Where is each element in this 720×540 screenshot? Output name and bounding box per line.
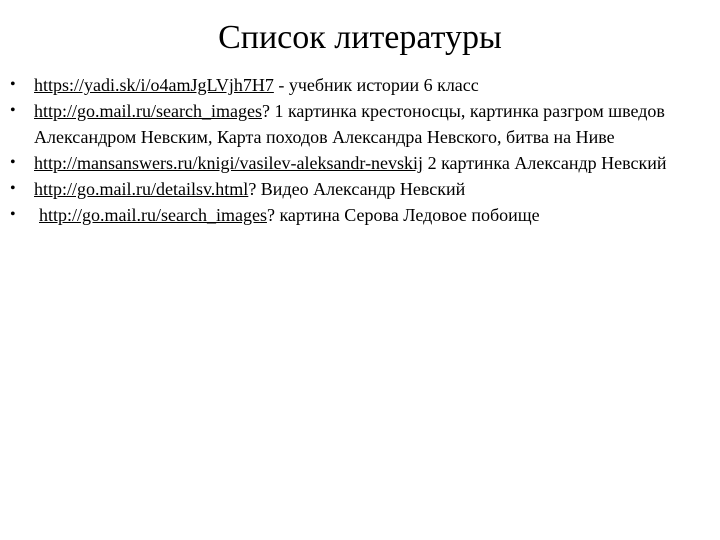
list-item	[0, 176, 720, 202]
source-link-search-images-serov[interactable]: http://go.mail.ru/search_images	[39, 205, 267, 225]
source-description: - учебник истории 6 класс	[273, 75, 479, 95]
source-link-search-images[interactable]: http://go.mail.ru/search_images	[34, 101, 262, 121]
source-link-video[interactable]: http://go.mail.ru/detailsv.html	[34, 179, 249, 199]
source-link-mansanswers[interactable]: http://mansanswers.ru/knigi/vasilev-aleksandr-nevskij	[34, 153, 424, 173]
source-description: ? Видео Александр Невский	[248, 179, 466, 199]
bullet-icon: •	[10, 154, 16, 171]
list-item	[0, 202, 720, 228]
bullet-icon: •	[10, 76, 16, 93]
source-description: 2 картинка Александр Невский	[423, 153, 667, 173]
bullet-icon: •	[10, 206, 16, 223]
source-description: ? картина Серова Ледовое побоище	[266, 205, 540, 225]
list-item	[0, 150, 720, 176]
source-description: ? 1 картинка крестоносцы, картинка разгром шведов Александром Невским, Карта походов Александра Невского, битва на Ниве	[34, 101, 665, 147]
source-link-textbook[interactable]: https://yadi.sk/i/o4amJgLVjh7H7	[34, 75, 274, 95]
list-item	[0, 98, 720, 150]
bullet-icon: •	[10, 180, 16, 197]
bibliography-list	[0, 72, 720, 228]
list-item	[0, 72, 720, 98]
slide-title: Список литературы	[218, 19, 502, 56]
bullet-icon: •	[10, 102, 16, 119]
